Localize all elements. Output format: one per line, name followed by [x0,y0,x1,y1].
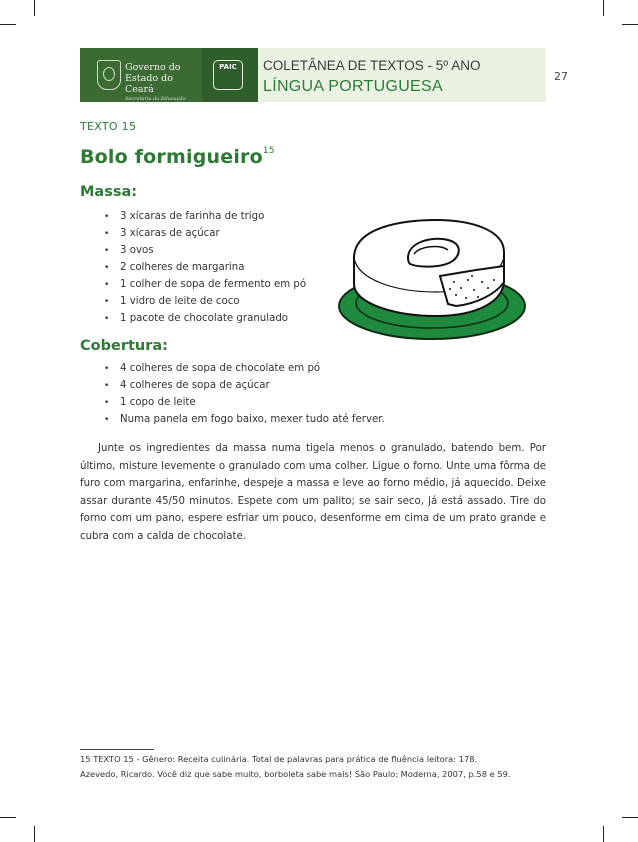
bullet: • [104,229,110,239]
list-item: • Numa panela em fogo baixo, mexer tudo até ferver. [104,411,385,428]
ring-cake-illustration [336,218,528,342]
crop-mark [0,24,16,25]
crop-mark [34,826,35,842]
massa-heading: Massa: [80,184,138,200]
text-label: TEXTO 15 [80,120,137,133]
list-item: • 1 vidro de leite de coco [104,293,306,310]
gov-line-2: Estado do Ceará [125,73,173,95]
subject-title: LÍNGUA PORTUGUESA [263,78,443,95]
crop-mark [622,817,638,818]
bullet: • [104,314,110,324]
preparation-text [80,440,546,545]
collection-title: COLETÂNEA DE TEXTOS - 5º ANO [263,58,481,73]
footnote-mark: 15 [262,145,275,156]
list-item: • 1 pacote de chocolate granulado [104,310,306,327]
footnote-line-2: Azevedo, Ricardo. Você diz que sabe muito, borboleta sabe mais! São Paulo: Moderna, 2007, p.58 e 59. [80,769,511,779]
bullet: • [104,280,110,290]
crop-mark [34,0,35,16]
page-header [80,48,546,102]
footnote [80,752,550,782]
bullet: • [104,364,110,374]
list-item: • 3 xícaras de açúcar [104,225,306,242]
bullet: • [104,415,110,425]
gov-line-3: Secretaria da Educação [125,96,186,102]
list-item: • 3 ovos [104,242,306,259]
list-item: • 4 colheres de sopa de chocolate em pó [104,360,385,377]
state-crest-icon [97,60,121,90]
page-title [80,146,275,168]
footnote-divider [80,749,154,750]
crop-mark [0,817,16,818]
bullet: • [104,263,110,273]
page-number: 27 [554,70,568,83]
crop-mark [603,826,604,842]
bullet: • [104,246,110,256]
list-item: • 3 xícaras de farinha de trigo [104,208,306,225]
title-text: Bolo formigueiro [80,146,263,168]
government-logo [80,48,202,102]
bullet: • [104,381,110,391]
cake-body [354,220,504,316]
list-item: • 1 colher de sopa de fermento em pó [104,276,306,293]
bullet: • [104,398,110,408]
cobertura-heading: Cobertura: [80,338,168,354]
footnote-line-1: 15 TEXTO 15 - Gênero: Receita culinária. Total de palavras para prática de fluência leitora: 178. [80,754,478,764]
crop-mark [622,24,638,25]
gov-line-1: Governo do [125,62,181,73]
cobertura-list [104,360,385,428]
paic-logo-icon: PAIC [213,60,243,90]
list-item: • 1 copo de leite [104,394,385,411]
massa-list [104,208,306,327]
list-item: • 2 colheres de margarina [104,259,306,276]
bullet: • [104,212,110,222]
crop-mark [603,0,604,16]
list-item: • 4 colheres de sopa de açúcar [104,377,385,394]
program-logo [202,48,258,102]
preparation-paragraph: Junte os ingredientes da massa numa tigela menos o granulado, batendo bem. Por último, misture levemente o granulado com uma colher. Ligue o forno. Unte uma fôrma de furo com margarina, enfarinhe, despeje a massa e leve ao forno médio, já aquecido. Deixe assar durante 45/50 minutos. Espete com um palito; se sair seco, já está assado. Tire do forno com um pano, espere esfriar um pouco, desenforme em cima de um prato grande e cubra com a calda de chocolate. [80,443,546,542]
header-titles [258,48,546,102]
bullet: • [104,297,110,307]
